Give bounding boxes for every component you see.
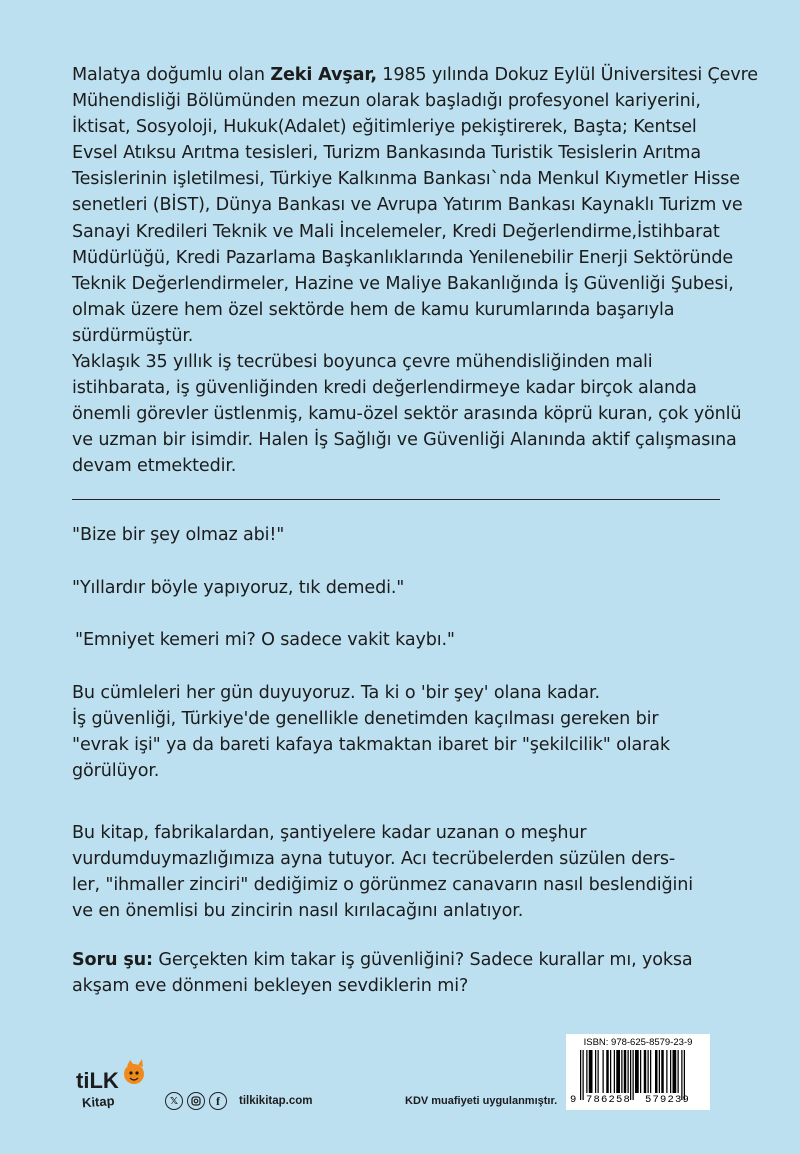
barcode-right-digits: 579239 [645,1094,691,1106]
barcode-bar [648,1050,649,1093]
bio-line: sürdürmüştür. [72,325,194,346]
fox-icon [124,1059,144,1084]
bio-line: Tesislerinin işletilmesi, Türkiye Kalkınma Bankası`nda Menkul Kıymetler Hisse [72,169,740,190]
paragraph-line: vurdumduymazlığımıza ayna tutuyor. Acı tecrübelerden süzülen ders- [72,849,676,870]
barcode-bar [603,1050,604,1093]
barcode-bar [583,1050,584,1100]
barcode-bar [598,1050,599,1093]
logo-wordmark: tiLK [76,1068,119,1093]
barcode-bar [640,1050,641,1093]
barcode-bar [580,1050,581,1100]
paragraph-line: İş güvenliği, Türkiye'de genellikle denetimden kaçılması gereken bir [72,709,659,730]
facebook-icon[interactable]: f [209,1092,227,1110]
logo-subtitle: Kitap [81,1093,115,1111]
paragraph-line: ve en önemlisi bu zincirin nasıl kırılacağını anlatıyor. [72,901,524,922]
barcode-bar [586,1050,587,1093]
barcode-bar [595,1050,596,1093]
paragraph-line: Bu kitap, fabrikalardan, şantiyelere kadar uzanan o meşhur [72,823,587,843]
question-label: Soru şu: [72,950,153,970]
quote-3: "Emniyet kemeri mi? O sadece vakit kaybı." [75,630,455,650]
bio-line: devam etmektedir. [72,456,237,477]
instagram-icon[interactable] [187,1092,205,1110]
isbn-text: ISBN: 978-625-8579-23-9 [583,1037,693,1048]
barcode-bar [670,1050,671,1093]
barcode-bar [650,1050,651,1093]
barcode-bar [673,1050,677,1093]
author-bio [72,62,758,480]
barcode-bar [633,1050,634,1100]
paragraph-line: ler, "ihmaller zinciri" dediğimiz o görünmez canavarın nasıl beslendiğini [72,875,693,896]
barcode-bar [681,1050,682,1100]
bio-line: Teknik Değerlendirmeler, Hazine ve Maliye Bakanlığında İş Güvenliği Şubesi, [72,273,734,294]
barcode-bar [666,1050,667,1093]
barcode-left-digits: 786258 [586,1094,632,1106]
author-name: Zeki Avşar, [270,65,377,85]
barcode-bar [624,1050,627,1093]
barcode-bar [684,1050,685,1100]
website-link[interactable]: tilkikitap.com [239,1095,313,1107]
publisher-logo[interactable] [72,1058,148,1114]
tax-exemption-note: KDV muafiyeti uygulanmıştır. [405,1095,558,1107]
bio-line [72,62,758,88]
book-description [72,820,732,924]
paragraph-line: Bu cümleleri her gün duyuyoruz. Ta ki o 'bir şey' olana kadar. [72,683,600,703]
barcode-bar [621,1050,622,1093]
x-icon[interactable]: 𝕏 [165,1092,183,1110]
bio-text: 1985 yılında Dokuz Eylül Üniversitesi Çevre [376,65,758,85]
bio-text: Malatya doğumlu olan [72,65,271,85]
bio-line: istihbarata, iş güvenliğinden kredi değerlendirmeye kadar birçok alanda [72,378,697,399]
paragraph-line: "evrak işi" ya da bareti kafaya takmaktan ibaret bir "şekilcilik" olarak [72,735,670,756]
barcode-bar [678,1050,679,1093]
barcode-bar [655,1050,658,1093]
paragraph-line [72,947,732,973]
quote-2: "Yıllardır böyle yapıyoruz, tık demedi." [72,578,405,598]
bio-line: Evsel Atıksu Arıtma tesisleri, Turizm Bankasında Turistik Tesislerin Arıtma [72,143,702,164]
social-links [165,1090,313,1112]
barcode-first-digit: 9 [570,1094,578,1106]
barcode-bar [628,1050,629,1093]
barcode-bar [630,1050,631,1100]
question-text: Gerçekten kim takar iş güvenliğini? Sadece kurallar mı, yoksa [152,950,693,970]
bio-line: Sanayi Kredileri Teknik ve Mali İncelemeler, Kredi Değerlendirme,İstihbarat [72,221,720,242]
intro-paragraph [72,680,732,784]
barcode-bar [614,1050,615,1093]
question-paragraph [72,947,732,999]
bio-line: önemli görevler üstlenmiş, kamu-özel sektör arasında köprü kuran, çok yönlü [72,404,742,425]
divider-line [72,499,720,500]
bio-line: Yaklaşık 35 yıllık iş tecrübesi boyunca çevre mühendisliğinden mali [72,352,653,373]
barcode-bar [606,1050,609,1093]
paragraph-line: görülüyor. [72,761,160,782]
barcode-bar [661,1050,664,1093]
bio-line: İktisat, Sosyoloji, Hukuk(Adalet) eğitimleriye pekiştirerek, Başta; Kentsel [72,117,697,138]
barcode-bar [659,1050,660,1093]
bio-line: ve uzman bir isimdir. Halen İş Sağlığı ve Güvenliği Alanında aktif çalışmasına [72,430,737,451]
barcode-bar [644,1050,647,1093]
bio-line: Mühendisliği Bölümünden mezun olarak başladığı profesyonel kariyerini, [72,91,701,112]
barcode-bar [610,1050,611,1093]
barcode-bar [616,1050,620,1093]
barcode-bar [589,1050,593,1093]
isbn-barcode [566,1034,710,1110]
barcode-bar [635,1050,639,1093]
quote-1: "Bize bir şey olmaz abi!" [72,525,285,545]
bio-line: senetleri (BİST), Dünya Bankası ve Avrupa Yatırım Bankası Kaynaklı Turizm ve [72,195,743,216]
bio-line: Müdürlüğü, Kredi Pazarlama Başkanlıklarında Yenilenebilir Enerji Sektöründe [72,247,734,268]
bio-line: olmak üzere hem özel sektörde hem de kamu kurumlarında başarıyla [72,299,675,320]
paragraph-line: akşam eve dönmeni bekleyen sevdiklerin mi? [72,976,469,997]
